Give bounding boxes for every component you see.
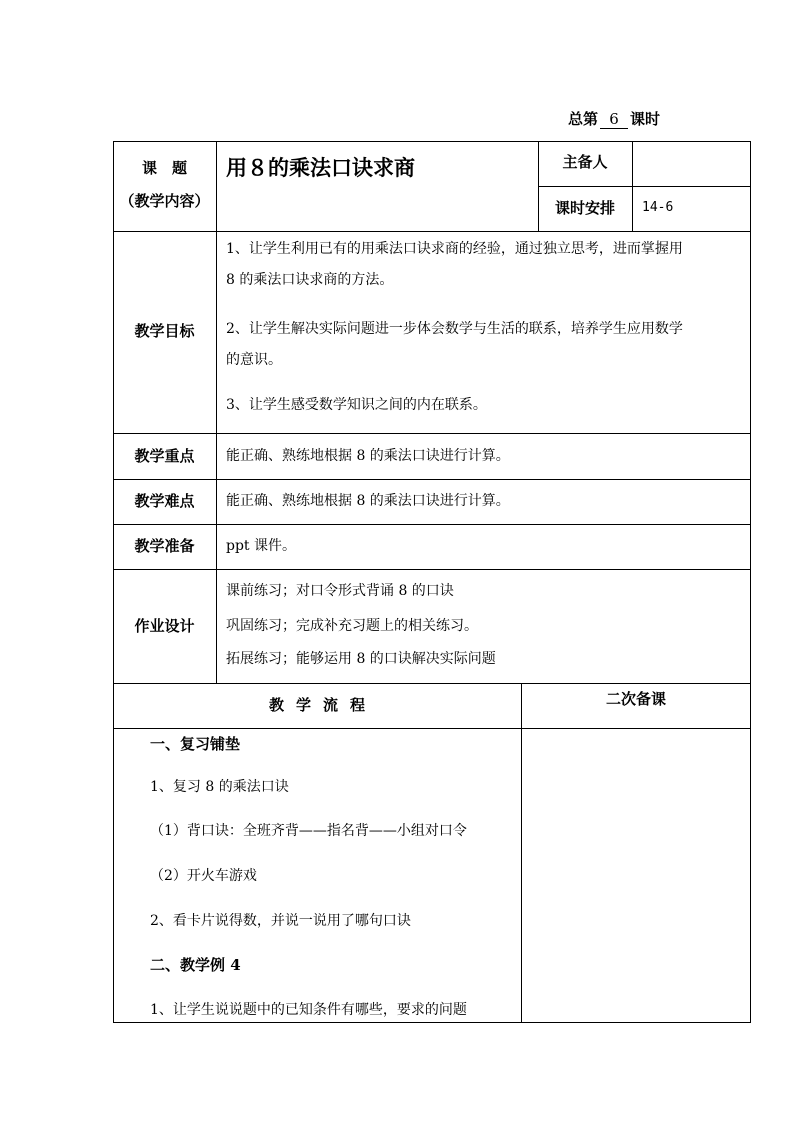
process-header: 教学流程 (268, 696, 377, 714)
row-divider (113, 728, 751, 729)
homework-label: 作业设计 (134, 617, 195, 635)
preparation-text: ppt 课件。 (226, 538, 296, 554)
preparer-label: 主备人 (562, 153, 608, 171)
key-points-text: 能正确、熟练地根据 8 的乘法口诀进行计算。 (226, 448, 510, 464)
topic-sublabel: （教学内容） (119, 192, 210, 210)
session-number: 6 (600, 110, 628, 129)
objective-line: 3、让学生感受数学知识之间的内在联系。 (226, 397, 487, 413)
process-line: （2）开火车游戏 (150, 868, 257, 884)
row-divider (113, 433, 751, 434)
session-suffix: 课时 (630, 110, 661, 128)
topic-label: 课 题 (141, 159, 187, 177)
process-line: 2、看卡片说得数，并说一说用了哪句口诀 (150, 913, 411, 929)
process-section-heading: 一、复习铺垫 (150, 735, 241, 753)
objective-line: 8 的乘法口诀求商的方法。 (226, 272, 394, 288)
column-divider (632, 141, 633, 231)
row-divider (113, 231, 751, 232)
homework-line: 拓展练习；能够运用 8 的口诀解决实际问题 (226, 651, 496, 667)
preparation-label: 教学准备 (134, 537, 195, 555)
row-divider (113, 524, 751, 525)
objective-line: 2、让学生解决实际问题进一步体会数学与生活的联系，培养学生应用数学 (226, 321, 683, 337)
column-divider (216, 141, 217, 683)
homework-line: 巩固练习；完成补充习题上的相关练习。 (226, 618, 478, 634)
schedule-label: 课时安排 (554, 199, 615, 217)
session-counter (568, 108, 660, 129)
process-line: 1、让学生说说题中的已知条件有哪些，要求的问题 (150, 1002, 467, 1018)
difficulties-text: 能正确、熟练地根据 8 的乘法口诀进行计算。 (226, 493, 510, 509)
difficulties-label: 教学难点 (134, 492, 195, 510)
process-line: （1）背口诀：全班齐背——指名背——小组对口令 (150, 823, 467, 839)
row-divider (113, 683, 751, 684)
objective-line: 1、让学生利用已有的用乘法口诀求商的经验，通过独立思考，进而掌握用 (226, 241, 683, 257)
homework-line: 课前练习；对口令形式背诵 8 的口诀 (226, 583, 454, 599)
column-divider (521, 683, 522, 1023)
second-prep-header: 二次备课 (605, 690, 666, 708)
objectives-label: 教学目标 (134, 322, 195, 340)
objective-line: 的意识。 (226, 352, 282, 368)
key-points-label: 教学重点 (134, 447, 195, 465)
lesson-title: 用８的乘法口诀求商 (226, 155, 415, 180)
row-divider (113, 479, 751, 480)
schedule-value: 14-6 (642, 200, 674, 215)
session-prefix: 总第 (568, 110, 599, 128)
row-divider (113, 569, 751, 570)
process-section-heading: 二、教学例 4 (150, 956, 241, 974)
process-line: 1、复习 8 的乘法口诀 (150, 779, 289, 795)
row-divider (538, 186, 751, 187)
